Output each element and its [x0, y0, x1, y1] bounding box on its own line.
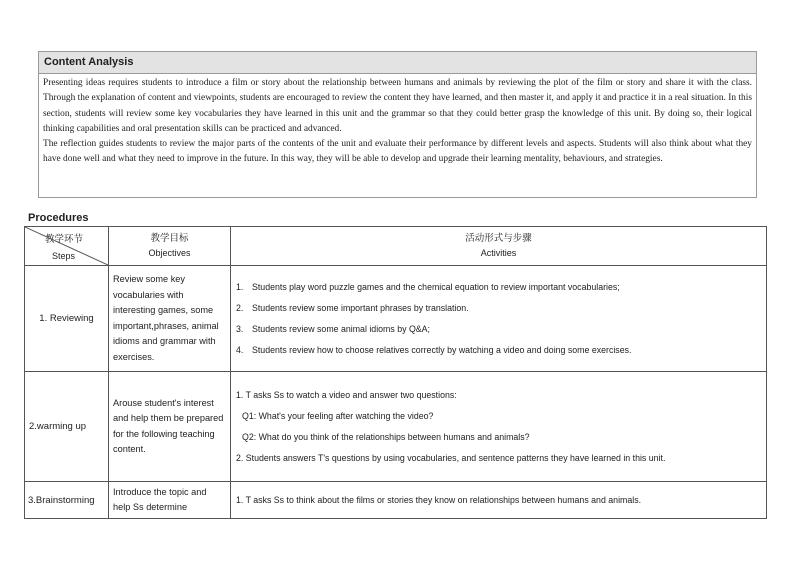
objective-cell: Review some key vocabularies with interesting games, some important,phrases, animal idioms and grammar with exercises. — [109, 266, 231, 372]
objective-cell: Introduce the topic and help Ss determine — [109, 482, 231, 519]
content-analysis-box — [38, 51, 757, 198]
activities-header — [231, 227, 767, 266]
activity-line: Q1: What's your feeling after watching the video? — [242, 410, 434, 421]
list-item — [236, 340, 761, 361]
step-cell: 2.warming up — [25, 372, 109, 482]
activity-line: Q2: What do you think of the relationships between humans and animals? — [242, 431, 530, 442]
procedures-table — [24, 226, 767, 519]
steps-header-cn: 教学环节 — [45, 234, 84, 245]
list-item — [236, 319, 761, 340]
activity-line: 1. T asks Ss to watch a video and answer two questions: — [236, 389, 457, 400]
objectives-header-cn: 教学目标 — [150, 233, 189, 244]
activities-cell — [231, 482, 767, 519]
item-number: 3. — [236, 323, 244, 334]
activity-line: 2. Students answers T's questions by using vocabularies, and sentence patterns they have learned in this unit. — [236, 452, 666, 463]
item-number: 4. — [236, 344, 244, 355]
activities-header-en: Activities — [480, 248, 517, 258]
procedures-title: Procedures — [28, 212, 89, 224]
step-cell: 1. Reviewing — [25, 266, 109, 372]
activities-list — [236, 277, 761, 361]
table-header-row — [25, 227, 767, 266]
content-analysis-title: Content Analysis — [39, 52, 756, 74]
table-row — [25, 372, 767, 482]
item-text: Students review some animal idioms by Q&A; — [252, 323, 430, 334]
objectives-header — [109, 227, 231, 266]
item-text: Students review some important phrases by translation. — [252, 302, 469, 313]
activities-cell — [231, 372, 767, 482]
item-text: Students play word puzzle games and the chemical equation to review important vocabularies; — [252, 281, 620, 292]
content-analysis-paragraph-2: The reflection guides students to review the major parts of the contents of the unit and evaluate their performance by different levels and aspects. Students will also think about what they have done well and what they need to improve in the future. In this way, they will be able to develop and upgrade their learning mentality, behaviours, and strategies. — [43, 139, 752, 165]
content-analysis-paragraph-1: Presenting ideas requires students to introduce a film or story about the relationship between humans and animals by reviewing the plot of the film or story and share it with the class. Through the explanation of content and viewpoints, students are encouraged to review the content they have learned, and then master it, and apply it and practice it in a real situation. In this section, students will review some key vocabularies they have learned in this unit and the grammar so that they could better grasp the knowledge of this unit. By doing so, their logical thinking capabilities and oral presentation skills can be practiced and advanced. — [43, 78, 752, 134]
activities-header-cn: 活动形式与步骤 — [465, 233, 532, 244]
activity-line: 1. T asks Ss to think about the films or stories they know on relationships between humans and animals. — [236, 494, 642, 505]
objective-cell: Arouse student's interest and help them be prepared for the following teaching content. — [109, 372, 231, 482]
list-item — [236, 298, 761, 319]
content-analysis-body — [39, 74, 756, 168]
steps-header-en: Steps — [52, 251, 76, 261]
item-text: Students review how to choose relatives correctly by watching a video and doing some exercises. — [252, 344, 632, 355]
item-number: 1. — [236, 281, 244, 292]
item-number: 2. — [236, 302, 244, 313]
table-row — [25, 482, 767, 519]
list-item — [236, 277, 761, 298]
steps-header — [25, 227, 109, 266]
table-row — [25, 266, 767, 372]
activities-cell — [231, 266, 767, 372]
objectives-header-en: Objectives — [148, 248, 191, 258]
step-cell: 3.Brainstorming — [25, 482, 109, 519]
